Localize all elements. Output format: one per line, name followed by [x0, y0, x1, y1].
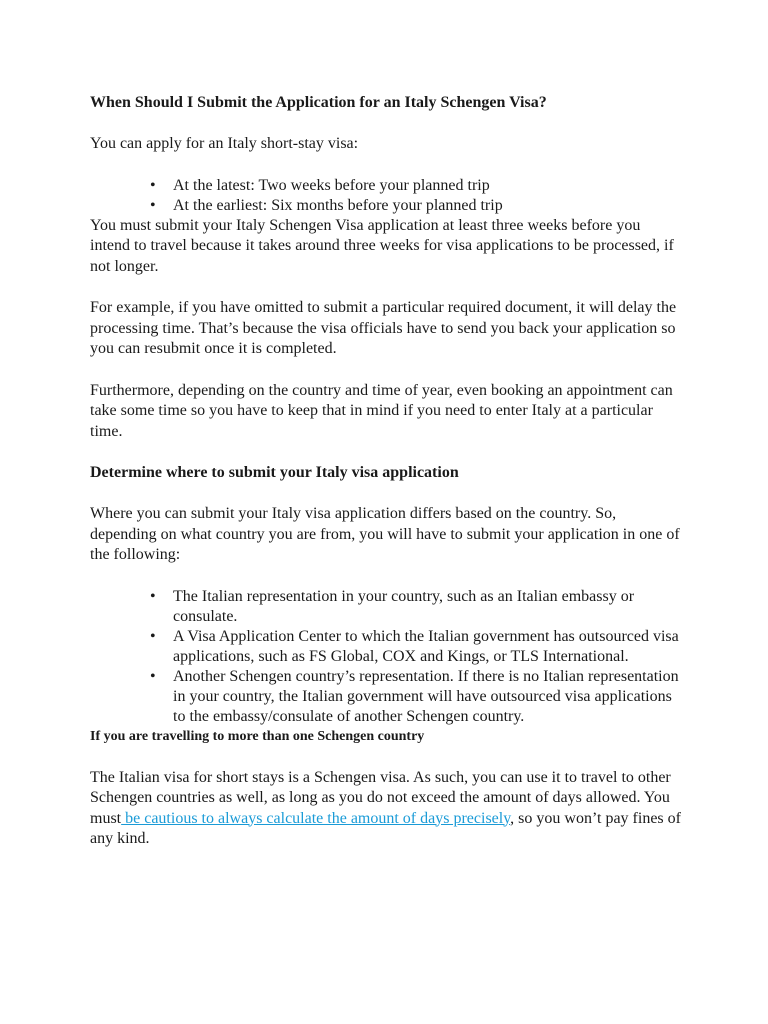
example-paragraph: For example, if you have omitted to submit a particular required document, it will delay the processing time. That’s because the visa officials have to send you back your application so you can resubmit once it is completed.: [90, 299, 677, 357]
where-heading: Determine where to submit your Italy visa application: [90, 464, 459, 481]
calculate-days-link[interactable]: be cautious to always calculate the amount of days precisely: [121, 809, 511, 827]
schengen-text-before: The Italian visa for short stays is a Schengen visa. As such, you can use it to travel to other Schengen countries as well, as long as you do not exceed the amount of days allowed. You must: [90, 768, 671, 827]
furthermore-paragraph: Furthermore, depending on the country and time of year, even booking an appointment can take some time so you have to keep that in mind if you need to enter Italy at a particular time.: [90, 381, 673, 440]
schengen-text-after: , so you won’t pay fines of any kind.: [90, 809, 681, 847]
list-item: • Another Schengen country’s representation. If there is no Italian representation in your country, the Italian government will have outsourced visa applications to the embassy/consulate of another Schengen country.: [173, 667, 682, 727]
list-item: • The Italian representation in your country, such as an Italian embassy or consulate.: [173, 587, 682, 627]
submit-paragraph: You must submit your Italy Schengen Visa application at least three weeks before you intend to travel because it takes around three weeks for visa applications to be processed, if not longer.: [90, 216, 674, 275]
where-list: [173, 587, 682, 727]
main-heading: When Should I Submit the Application for an Italy Schengen Visa?: [90, 94, 547, 111]
list-item: • At the latest: Two weeks before your planned trip: [173, 176, 682, 196]
list-item: • At the earliest: Six months before your planned trip: [173, 196, 682, 216]
timing-list: [173, 176, 682, 216]
intro-paragraph: You can apply for an Italy short-stay visa:: [90, 135, 359, 152]
where-paragraph: Where you can submit your Italy visa application differs based on the country. So, depending on what country you are from, you will have to submit your application in one of the following:: [90, 505, 680, 563]
travelling-heading: If you are travelling to more than one Schengen country: [90, 728, 425, 744]
list-item: • A Visa Application Center to which the Italian government has outsourced visa applications, such as FS Global, COX and Kings, or TLS International.: [173, 627, 682, 667]
schengen-paragraph: [90, 768, 682, 850]
